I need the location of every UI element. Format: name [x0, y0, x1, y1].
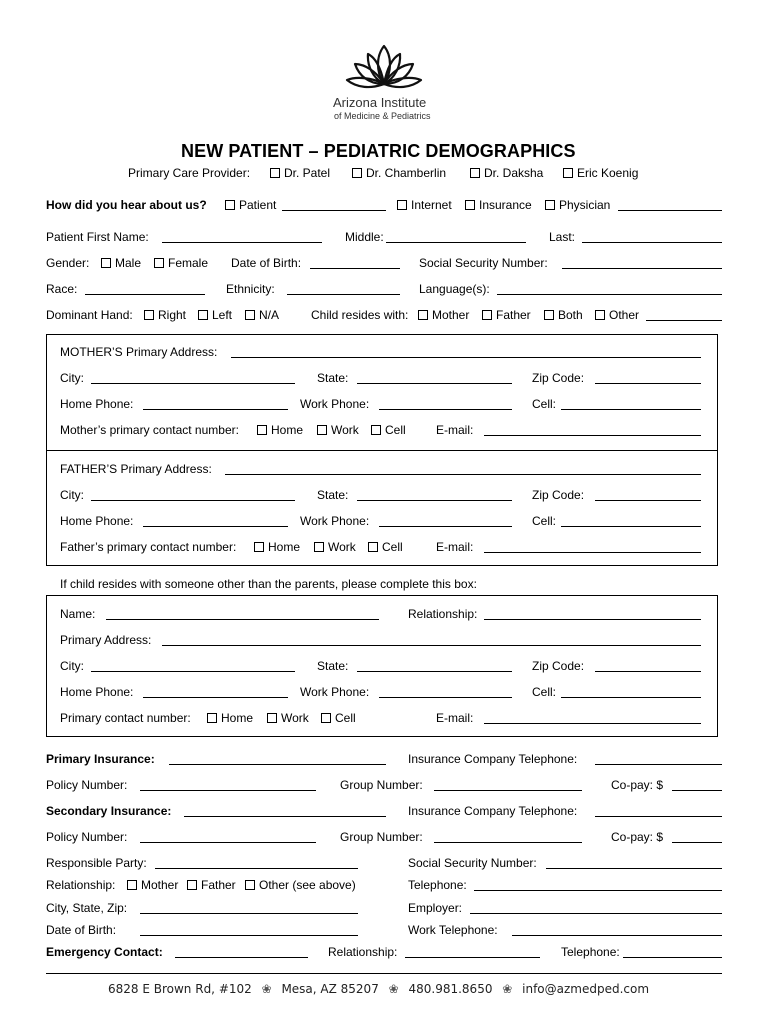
checkbox[interactable]: [245, 310, 255, 320]
resides-other[interactable]: Other: [595, 308, 639, 322]
checkbox[interactable]: [225, 200, 235, 210]
checkbox[interactable]: [563, 168, 573, 178]
primary-group-label: Group Number:: [340, 778, 423, 792]
primary-copay-label: Co-pay: $: [611, 778, 664, 792]
mother-zip-label: Zip Code:: [532, 371, 585, 385]
mother-cell-field[interactable]: [561, 409, 701, 410]
other-email-label: E-mail:: [436, 711, 474, 725]
footer: [108, 982, 649, 996]
dominant-hand-label: Dominant Hand:: [46, 308, 133, 322]
father-email-label: E-mail:: [436, 540, 474, 554]
referral-insurance[interactable]: Insurance: [465, 198, 532, 212]
responsible-ssn-label: Social Security Number:: [408, 856, 537, 870]
mother-work-phone-label: Work Phone:: [300, 397, 370, 411]
checkbox[interactable]: [397, 200, 407, 210]
father-zip-field[interactable]: [595, 500, 701, 501]
mother-home-phone-label: Home Phone:: [60, 397, 134, 411]
other-zip-label: Zip Code:: [532, 659, 585, 673]
referral-label: How did you hear about us?: [46, 198, 207, 212]
footer-address: 6828 E Brown Rd, #102: [108, 982, 252, 996]
parents-box-divider: [47, 450, 717, 451]
father-cell-label: Cell:: [532, 514, 557, 528]
ssn-label: Social Security Number:: [419, 256, 548, 270]
checkbox[interactable]: [144, 310, 154, 320]
responsible-rel-other[interactable]: Other (see above): [245, 878, 356, 892]
resides-label: Child resides with:: [311, 308, 409, 322]
father-home-phone-field[interactable]: [143, 526, 288, 527]
responsible-dob-label: Date of Birth:: [46, 923, 117, 937]
ethnicity-label: Ethnicity:: [226, 282, 275, 296]
other-cell-label: Cell:: [532, 685, 557, 699]
provider-option-daksha[interactable]: Dr. Daksha: [470, 166, 543, 180]
race-label: Race:: [46, 282, 78, 296]
logo-subtitle: of Medicine & Pediatrics: [334, 111, 431, 121]
father-city-field[interactable]: [91, 500, 295, 501]
mother-contact-label: Mother’s primary contact number:: [60, 423, 239, 437]
footer-phone: 480.981.8650: [408, 982, 493, 996]
other-name-label: Name:: [60, 607, 96, 621]
father-contact-label: Father’s primary contact number:: [60, 540, 237, 554]
secondary-ins-tel-label: Insurance Company Telephone:: [408, 804, 578, 818]
language-field[interactable]: [497, 294, 722, 295]
responsible-rel-father[interactable]: Father: [187, 878, 236, 892]
secondary-policy-field[interactable]: [140, 842, 316, 843]
checkbox[interactable]: [371, 425, 381, 435]
mother-contact-home[interactable]: Home: [257, 423, 303, 437]
mother-address-field[interactable]: [231, 357, 701, 358]
responsible-employer-field[interactable]: [470, 913, 722, 914]
father-state-field[interactable]: [357, 500, 512, 501]
primary-policy-label: Policy Number:: [46, 778, 128, 792]
responsible-work-tel-field[interactable]: [512, 935, 722, 936]
first-name-field[interactable]: [162, 242, 322, 243]
mother-cell-label: Cell:: [532, 397, 557, 411]
checkbox[interactable]: [321, 713, 331, 723]
secondary-copay-label: Co-pay: $: [611, 830, 664, 844]
other-guardian-intro: If child resides with someone other than the parents, please complete this box:: [60, 577, 477, 591]
father-contact-work[interactable]: Work: [314, 540, 356, 554]
mother-home-phone-field[interactable]: [143, 409, 288, 410]
other-state-label: State:: [317, 659, 349, 673]
secondary-policy-label: Policy Number:: [46, 830, 128, 844]
responsible-telephone-field[interactable]: [474, 890, 722, 891]
emergency-telephone-label: Telephone:: [561, 945, 620, 959]
other-contact-label: Primary contact number:: [60, 711, 191, 725]
lotus-logo-icon: [343, 42, 425, 94]
responsible-work-tel-label: Work Telephone:: [408, 923, 498, 937]
resides-both[interactable]: Both: [544, 308, 583, 322]
mother-work-phone-field[interactable]: [379, 409, 512, 410]
responsible-telephone-label: Telephone:: [408, 878, 467, 892]
other-name-field[interactable]: [106, 619, 379, 620]
father-work-phone-label: Work Phone:: [300, 514, 370, 528]
resides-father[interactable]: Father: [482, 308, 531, 322]
provider-label: Primary Care Provider:: [128, 166, 251, 180]
checkbox[interactable]: [127, 880, 137, 890]
secondary-copay-field[interactable]: [672, 842, 722, 843]
primary-group-field[interactable]: [434, 790, 582, 791]
referral-internet[interactable]: Internet: [397, 198, 452, 212]
checkbox[interactable]: [544, 310, 554, 320]
primary-policy-field[interactable]: [140, 790, 316, 791]
other-contact-home[interactable]: Home: [207, 711, 253, 725]
responsible-employer-label: Employer:: [408, 901, 463, 915]
father-address-field[interactable]: [225, 474, 701, 475]
mother-contact-cell[interactable]: Cell: [371, 423, 406, 437]
father-cell-field[interactable]: [561, 526, 701, 527]
responsible-city-field[interactable]: [140, 913, 358, 914]
father-city-label: City:: [60, 488, 84, 502]
first-name-label: Patient First Name:: [46, 230, 149, 244]
gender-female[interactable]: Female: [154, 256, 208, 270]
referral-patient-field[interactable]: [282, 210, 386, 211]
mother-zip-field[interactable]: [595, 383, 701, 384]
hand-left[interactable]: Left: [198, 308, 232, 322]
primary-copay-field[interactable]: [672, 790, 722, 791]
checkbox[interactable]: [595, 310, 605, 320]
gender-label: Gender:: [46, 256, 90, 270]
father-contact-cell[interactable]: Cell: [368, 540, 403, 554]
provider-option-chamberlin[interactable]: Dr. Chamberlin: [352, 166, 446, 180]
mother-state-label: State:: [317, 371, 349, 385]
checkbox[interactable]: [254, 542, 264, 552]
ethnicity-field[interactable]: [287, 294, 400, 295]
emergency-relationship-label: Relationship:: [328, 945, 398, 959]
other-zip-field[interactable]: [595, 671, 701, 672]
gender-male[interactable]: Male: [101, 256, 141, 270]
checkbox[interactable]: [352, 168, 362, 178]
referral-physician-field[interactable]: [618, 210, 722, 211]
checkbox[interactable]: [545, 200, 555, 210]
checkbox[interactable]: [154, 258, 164, 268]
responsible-dob-field[interactable]: [140, 935, 358, 936]
checkbox[interactable]: [270, 168, 280, 178]
other-address-field[interactable]: [162, 645, 701, 646]
last-name-label: Last:: [549, 230, 576, 244]
mother-address-label: MOTHER’S Primary Address:: [60, 345, 218, 359]
ssn-field[interactable]: [562, 268, 722, 269]
other-address-label: Primary Address:: [60, 633, 152, 647]
lotus-icon: ❀: [261, 982, 272, 996]
resides-mother[interactable]: Mother: [418, 308, 469, 322]
responsible-party-field[interactable]: [155, 868, 358, 869]
checkbox[interactable]: [245, 880, 255, 890]
secondary-group-label: Group Number:: [340, 830, 423, 844]
secondary-insurance-label: Secondary Insurance:: [46, 804, 172, 818]
other-home-phone-field[interactable]: [143, 697, 288, 698]
mother-state-field[interactable]: [357, 383, 512, 384]
checkbox[interactable]: [101, 258, 111, 268]
other-city-field[interactable]: [91, 671, 295, 672]
other-contact-cell[interactable]: Cell: [321, 711, 356, 725]
other-cell-field[interactable]: [561, 697, 701, 698]
father-work-phone-field[interactable]: [379, 526, 512, 527]
logo-name: Arizona Institute: [333, 95, 427, 110]
mother-email-label: E-mail:: [436, 423, 474, 437]
other-city-label: City:: [60, 659, 84, 673]
checkbox[interactable]: [207, 713, 217, 723]
dob-label: Date of Birth:: [231, 256, 302, 270]
lotus-icon: ❀: [502, 982, 513, 996]
father-zip-label: Zip Code:: [532, 488, 585, 502]
father-email-field[interactable]: [484, 552, 701, 553]
secondary-group-field[interactable]: [434, 842, 582, 843]
referral-physician[interactable]: Physician: [545, 198, 610, 212]
hand-na[interactable]: N/A: [245, 308, 279, 322]
other-work-phone-label: Work Phone:: [300, 685, 370, 699]
other-relationship-label: Relationship:: [408, 607, 478, 621]
responsible-party-label: Responsible Party:: [46, 856, 147, 870]
checkbox[interactable]: [465, 200, 475, 210]
responsible-rel-mother[interactable]: Mother: [127, 878, 178, 892]
checkbox[interactable]: [317, 425, 327, 435]
emergency-contact-label: Emergency Contact:: [46, 945, 163, 959]
father-state-label: State:: [317, 488, 349, 502]
mother-contact-work[interactable]: Work: [317, 423, 359, 437]
hand-right[interactable]: Right: [144, 308, 186, 322]
mother-city-field[interactable]: [91, 383, 295, 384]
form-title: NEW PATIENT – PEDIATRIC DEMOGRAPHICS: [181, 141, 576, 161]
mother-city-label: City:: [60, 371, 84, 385]
primary-insurance-field[interactable]: [169, 764, 386, 765]
checkbox[interactable]: [418, 310, 428, 320]
language-label: Language(s):: [419, 282, 490, 296]
footer-email: info@azmedped.com: [522, 982, 650, 996]
other-home-phone-label: Home Phone:: [60, 685, 134, 699]
checkbox[interactable]: [482, 310, 492, 320]
checkbox[interactable]: [187, 880, 197, 890]
primary-ins-tel-label: Insurance Company Telephone:: [408, 752, 578, 766]
emergency-telephone-field[interactable]: [623, 957, 722, 958]
emergency-contact-field[interactable]: [175, 957, 308, 958]
race-field[interactable]: [85, 294, 205, 295]
resides-other-field[interactable]: [646, 320, 722, 321]
secondary-ins-tel-field[interactable]: [595, 816, 722, 817]
referral-patient[interactable]: Patient: [225, 198, 276, 212]
last-name-field[interactable]: [582, 242, 722, 243]
other-work-phone-field[interactable]: [379, 697, 512, 698]
provider-option-patel[interactable]: Dr. Patel: [270, 166, 330, 180]
other-relationship-field[interactable]: [484, 619, 701, 620]
emergency-relationship-field[interactable]: [405, 957, 540, 958]
dob-field[interactable]: [310, 268, 400, 269]
mother-email-field[interactable]: [484, 435, 701, 436]
checkbox[interactable]: [368, 542, 378, 552]
middle-name-field[interactable]: [386, 242, 526, 243]
father-home-phone-label: Home Phone:: [60, 514, 134, 528]
secondary-insurance-field[interactable]: [184, 816, 386, 817]
father-contact-home[interactable]: Home: [254, 540, 300, 554]
checkbox[interactable]: [267, 713, 277, 723]
checkbox[interactable]: [470, 168, 480, 178]
checkbox[interactable]: [198, 310, 208, 320]
checkbox[interactable]: [257, 425, 267, 435]
other-state-field[interactable]: [357, 671, 512, 672]
responsible-city-label: City, State, Zip:: [46, 901, 128, 915]
checkbox[interactable]: [314, 542, 324, 552]
footer-city: Mesa, AZ 85207: [281, 982, 379, 996]
responsible-relationship-label: Relationship:: [46, 878, 116, 892]
primary-insurance-label: Primary Insurance:: [46, 752, 155, 766]
other-email-field[interactable]: [484, 723, 701, 724]
responsible-ssn-field[interactable]: [546, 868, 722, 869]
footer-divider: [46, 973, 722, 974]
father-address-label: FATHER’S Primary Address:: [60, 462, 212, 476]
middle-name-label: Middle:: [345, 230, 384, 244]
lotus-icon: ❀: [388, 982, 399, 996]
other-contact-work[interactable]: Work: [267, 711, 309, 725]
provider-option-koenig[interactable]: Eric Koenig: [563, 166, 638, 180]
primary-ins-tel-field[interactable]: [595, 764, 722, 765]
